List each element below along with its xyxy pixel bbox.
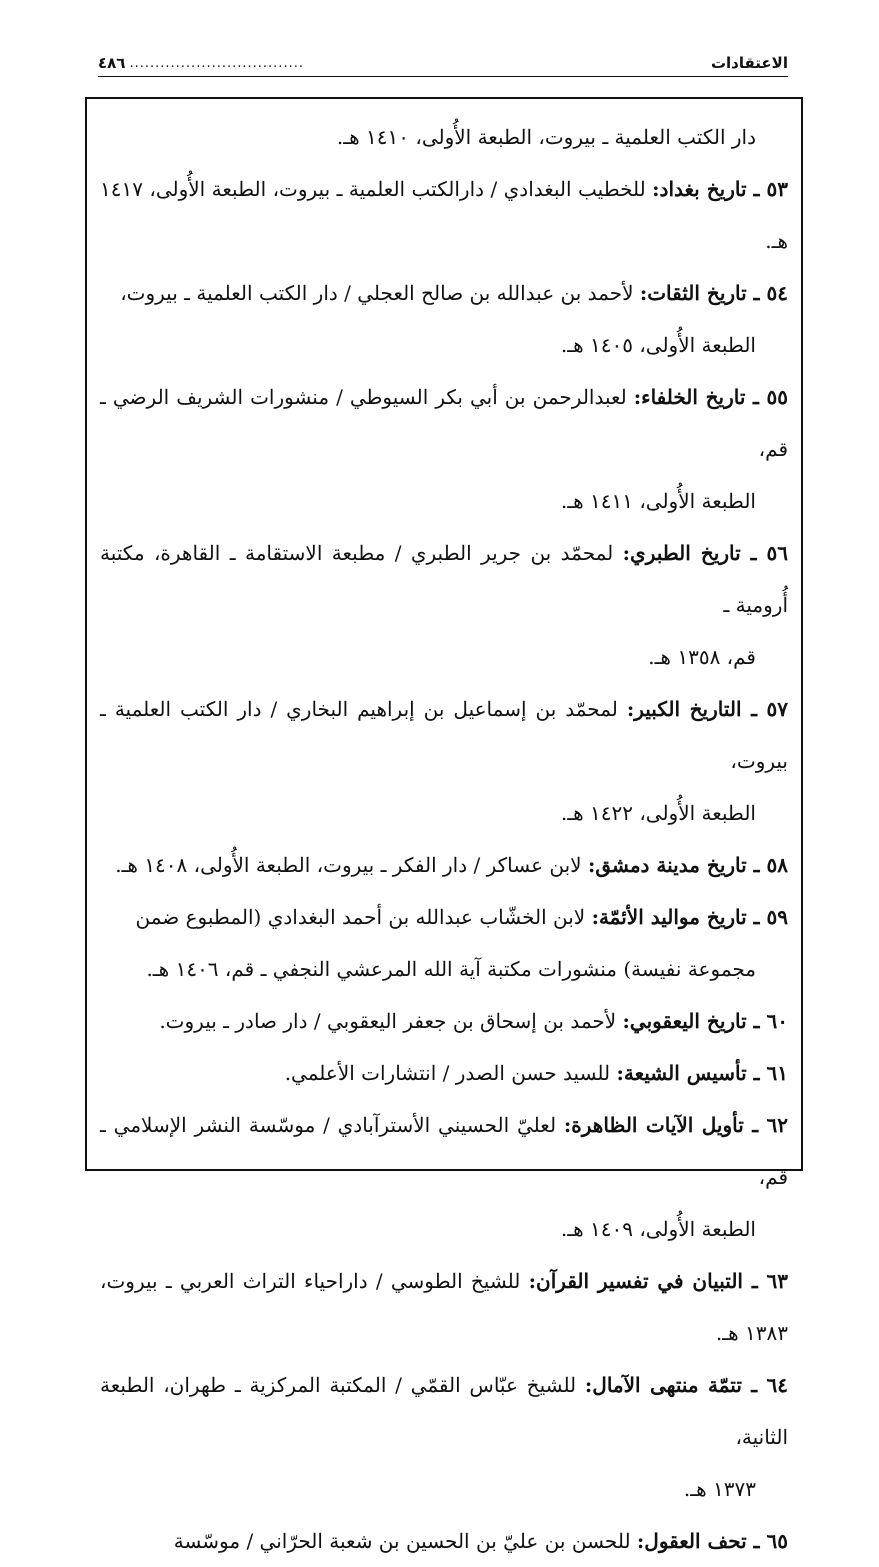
entry-number: ٦٠ [766, 1009, 788, 1033]
entry-dash: ـ [746, 177, 767, 201]
entry-text: لعليّ الحسيني الأسترآبادي / موسّسة النشر الإسلامي ـ قم، [100, 1113, 788, 1189]
entry-number: ٦٥ [766, 1529, 788, 1553]
bibliography-entry [100, 1047, 788, 1099]
entry-title: تأسيس الشيعة: [616, 1061, 747, 1085]
bibliography-entry [100, 839, 788, 891]
bibliography-entry [100, 1515, 788, 1567]
entry-dash: ـ [745, 385, 767, 409]
entry-dash: ـ [746, 281, 767, 305]
entry-dash: ـ [746, 1009, 767, 1033]
bibliography-entry [100, 267, 788, 371]
entry-continuation: الطبعة الأُولى، ١٤١١ هـ. [560, 489, 756, 513]
entry-continuation: الطبعة الأُولى، ١٤٠٥ هـ. [560, 333, 756, 357]
entry-text: لأحمد بن عبدالله بن صالح العجلي / دار الكتب العلمية ـ بيروت، [120, 281, 634, 305]
entry-title: تاريخ الثقات: [639, 281, 747, 305]
entry-title: التاريخ الكبير: [626, 697, 742, 721]
entry-number: ٦٣ [766, 1269, 789, 1293]
entry-number: ٥٤ [766, 281, 788, 305]
entry-continuation: الطبعة الأُولى، ١٤٠٩ هـ. [560, 1217, 756, 1241]
bibliography-entry [100, 1255, 788, 1359]
entry-title: تاريخ بغداد: [652, 177, 747, 201]
entry-text: للشيخ الطوسي / داراحياء التراث العربي ـ بيروت، ١٣٨٣ هـ. [100, 1269, 788, 1345]
entry-number: ٥٧ [766, 697, 788, 721]
entry-title: التبيان في تفسير القرآن: [528, 1269, 743, 1293]
entry-dash: ـ [746, 853, 767, 877]
entry-text: لمحمّد بن إسماعيل بن إبراهيم البخاري / دار الكتب العلمية ـ بيروت، [100, 697, 788, 773]
entry-title: تاريخ الخلفاء: [633, 385, 746, 409]
entry-text: لابن الخشّاب عبدالله بن أحمد البغدادي (المطبوع ضمن [135, 905, 586, 929]
entry-continuation: مجموعة نفيسة) منشورات مكتبة آية الله المرعشي النجفي ـ قم، ١٤٠٦ هـ. [146, 957, 756, 981]
entry-dash: ـ [742, 1269, 767, 1293]
entry-dash: ـ [741, 697, 767, 721]
entry-text: لعبدالرحمن بن أبي بكر السيوطي / منشورات الشريف الرضي ـ قم، [100, 385, 788, 461]
entry-continuation: قم، ١٣٥٨ هـ. [648, 645, 756, 669]
entry-text: للحسن بن عليّ بن الحسين بن شعبة الحرّاني / موسّسة [173, 1529, 631, 1553]
entry-number: ٥٩ [766, 905, 788, 929]
section-title: الاعتقادات [710, 54, 788, 72]
bibliography-entry [100, 683, 788, 839]
bibliography-entry [100, 1359, 788, 1515]
header-left [98, 54, 304, 72]
entry-title: تاريخ اليعقوبي: [622, 1009, 747, 1033]
entry-title: تاريخ مدينة دمشق: [587, 853, 747, 877]
entry-number: ٥٣ [766, 177, 788, 201]
entry-text: للسيد حسن الصدر / انتشارات الأعلمي. [284, 1061, 611, 1085]
entry-continuation: الطبعة الأُولى، ١٤٢٢ هـ. [560, 801, 756, 825]
entry-number: ٦٤ [766, 1373, 788, 1397]
entry-number: ٦١ [766, 1061, 788, 1085]
entry-number: ٥٥ [766, 385, 789, 409]
bibliography-entry [100, 371, 788, 527]
entry-text: لابن عساكر / دار الفكر ـ بيروت، الطبعة الأُولى، ١٤٠٨ هـ. [115, 853, 582, 877]
bibliography-entry [100, 995, 788, 1047]
entry-dash: ـ [743, 1113, 767, 1137]
bibliography-entry [100, 1099, 788, 1255]
entry-title: تحف العقول: [636, 1529, 747, 1553]
entry-text: لمحمّد بن جرير الطبري / مطبعة الاستقامة ـ القاهرة، مكتبة أُرومية ـ [100, 541, 788, 617]
entry-title: تأويل الآيات الظاهرة: [563, 1113, 744, 1137]
entry-title: تاريخ الطبري: [622, 541, 741, 565]
continued-entry-line: دار الكتب العلمية ـ بيروت، الطبعة الأُولى، ١٤١٠ هـ. [336, 125, 756, 149]
running-header [98, 50, 788, 76]
entry-continuation: ١٣٧٣ هـ. [683, 1477, 756, 1501]
entry-text: للشيخ عبّاس القمّي / المكتبة المركزية ـ طهران، الطبعة الثانية، [100, 1373, 788, 1449]
entry-dash: ـ [746, 905, 767, 929]
entry-dash: ـ [741, 1373, 767, 1397]
entry-number: ٥٦ [766, 541, 788, 565]
entry-list [100, 163, 788, 1567]
bibliography-entry [100, 891, 788, 995]
entry-dash: ـ [740, 541, 767, 565]
page-number: ٤٨٦ [98, 54, 126, 72]
bibliography-entry [100, 163, 788, 267]
entry-text: للخطيب البغدادي / دارالكتب العلمية ـ بيروت، الطبعة الأُولى، ١٤١٧ هـ. [100, 177, 788, 253]
entry-number: ٦٢ [766, 1113, 789, 1137]
entry-text: لأحمد بن إسحاق بن جعفر اليعقوبي / دار صادر ـ بيروت. [159, 1009, 617, 1033]
entry-number: ٥٨ [766, 853, 788, 877]
header-rule [98, 76, 788, 77]
entry-title: تاريخ مواليد الأئمّة: [591, 905, 747, 929]
entry-title: تتمّة منتهى الآمال: [584, 1373, 742, 1397]
entry-dash: ـ [746, 1061, 767, 1085]
entry-dash: ـ [746, 1529, 767, 1553]
header-dot-leader: .................................. [129, 55, 304, 71]
bibliography-entry [100, 527, 788, 683]
bibliography-list [100, 111, 788, 1567]
